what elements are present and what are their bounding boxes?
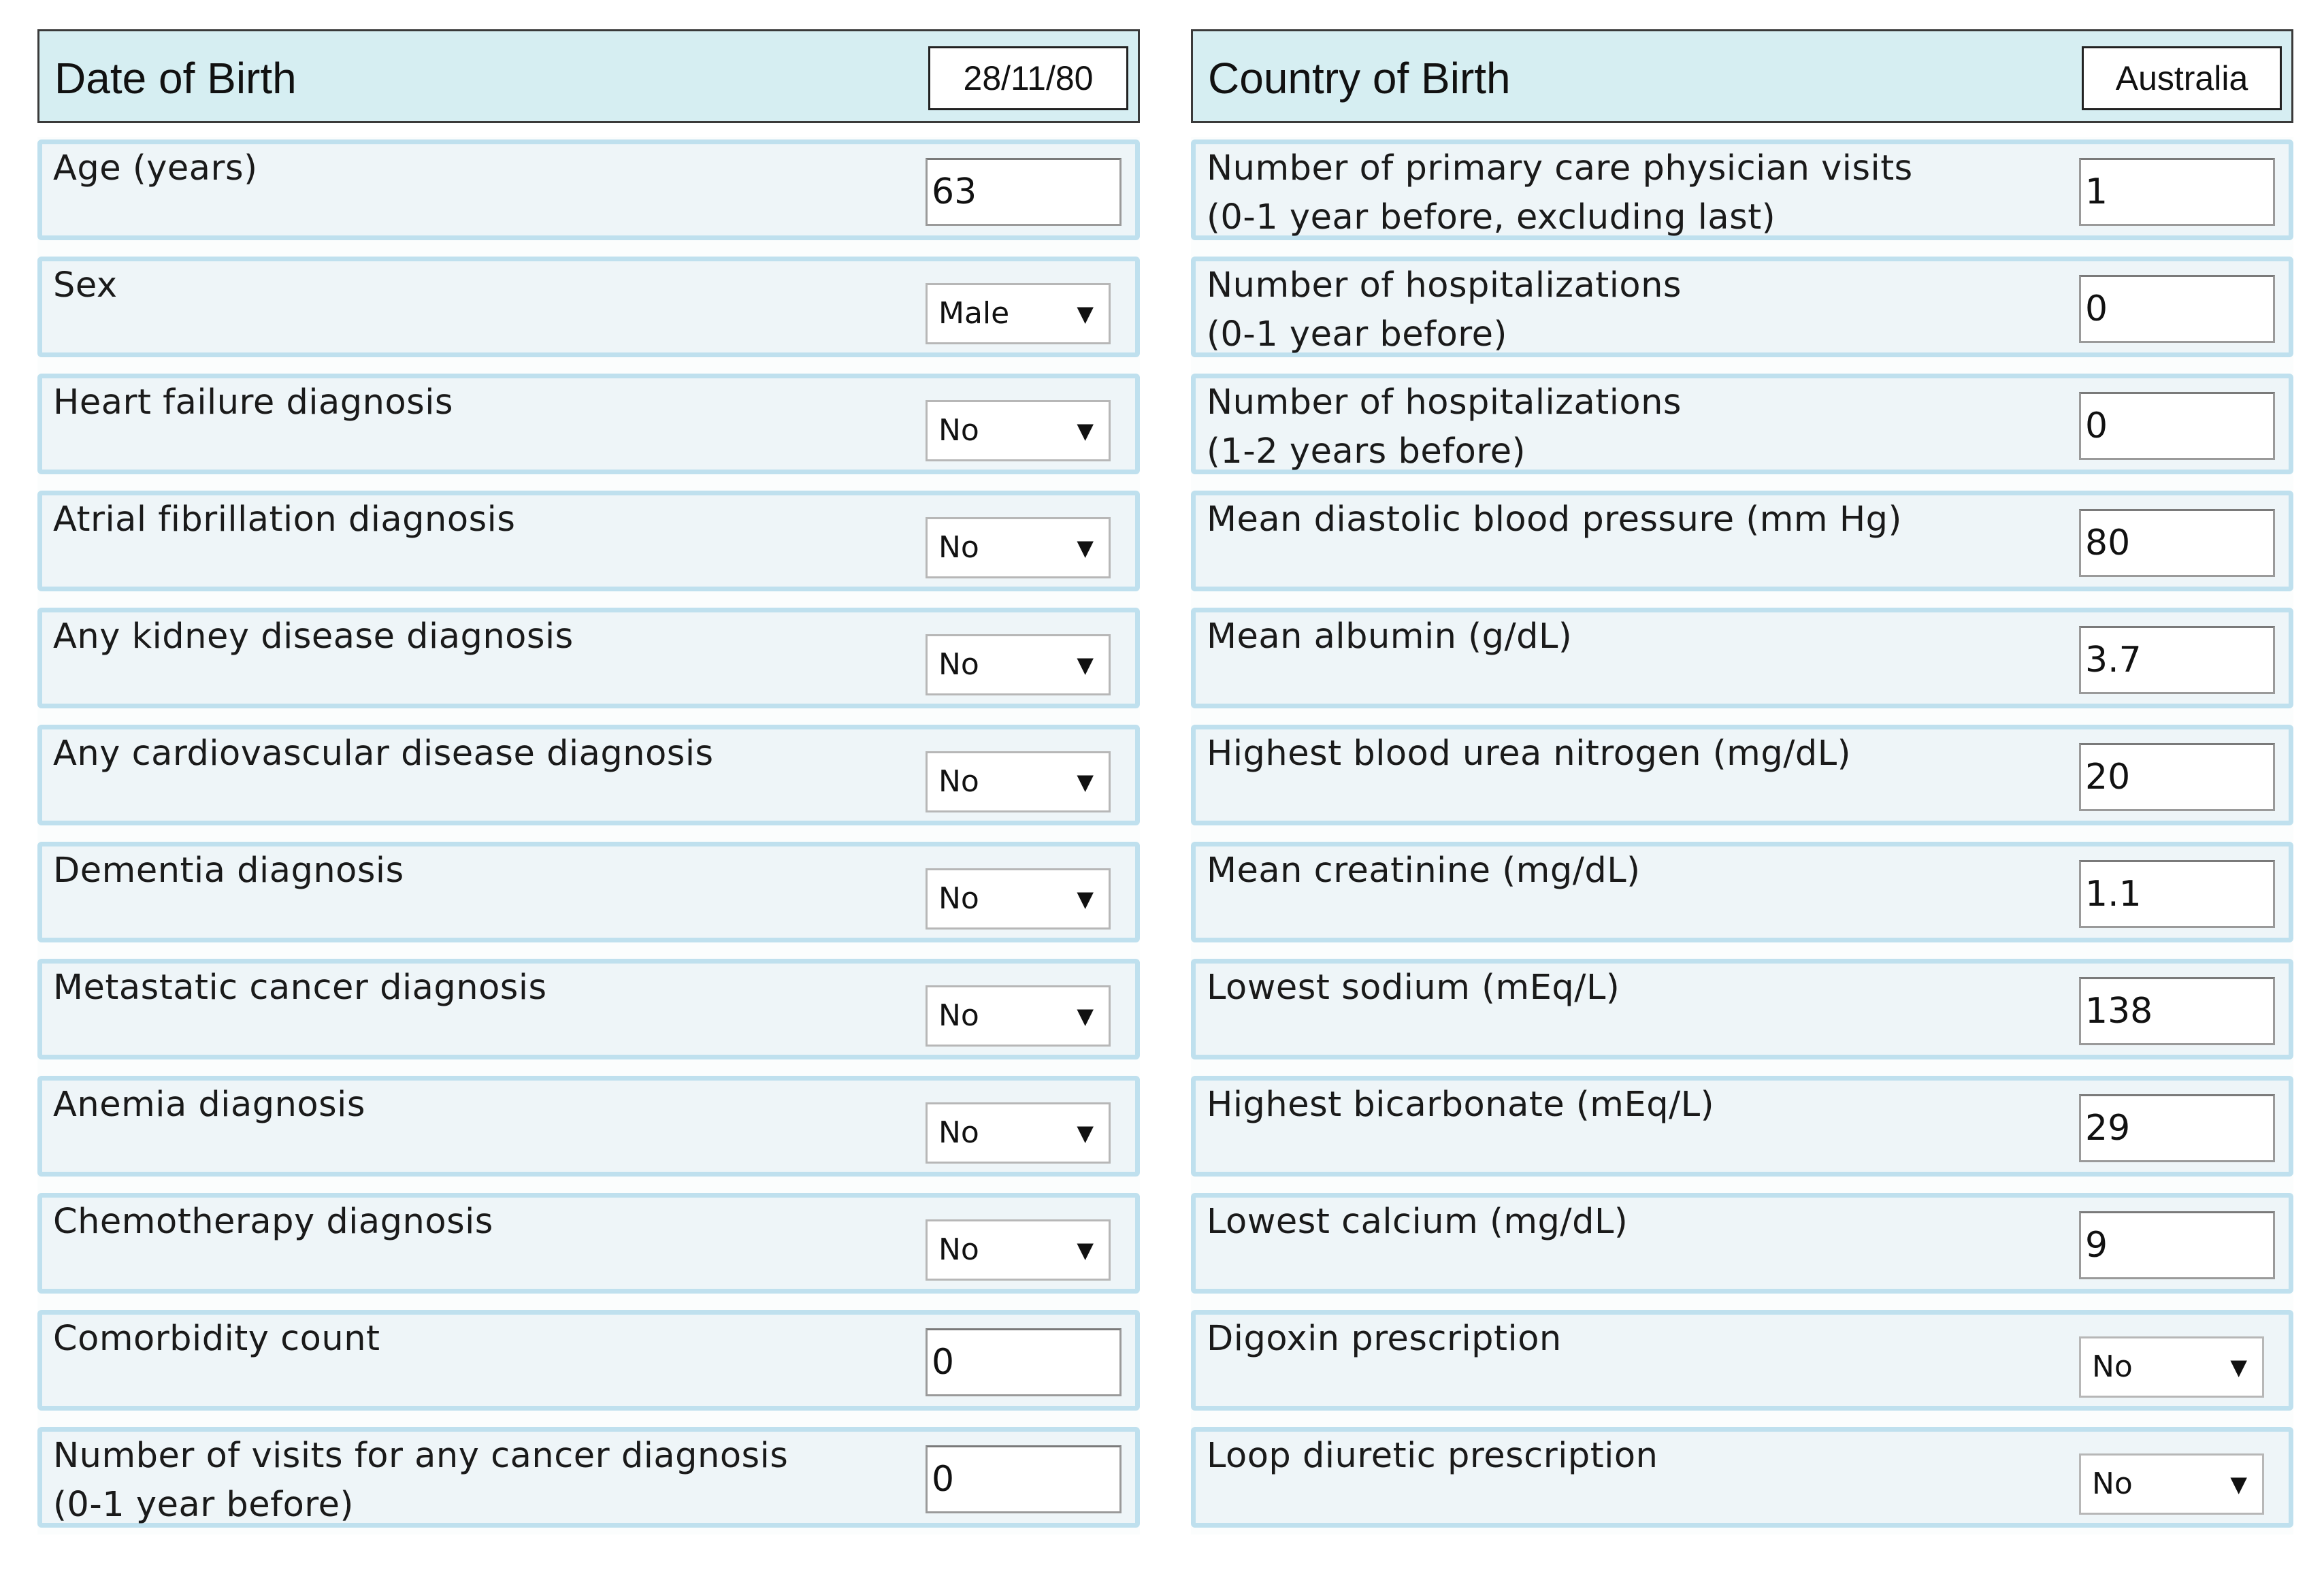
field-label: Anemia diagnosis xyxy=(53,1085,365,1125)
field-label: Metastatic cancer diagnosis xyxy=(53,968,547,1008)
field-label: Number of visits for any cancer diagnosis (0-1 year before) xyxy=(53,1436,789,1525)
country-of-birth-header xyxy=(1191,29,2293,123)
text-input[interactable]: 9 xyxy=(2079,1211,2275,1279)
form-row-highest-blood-urea-nitrogen xyxy=(1191,725,2293,825)
field-label: Sex xyxy=(53,265,118,306)
field-label: Dementia diagnosis xyxy=(53,851,404,891)
dropdown-select[interactable] xyxy=(926,868,1111,930)
text-input[interactable]: 138 xyxy=(2079,977,2275,1045)
dropdown-select[interactable] xyxy=(926,634,1111,695)
dropdown-select[interactable] xyxy=(926,1102,1111,1164)
dropdown-value: No xyxy=(938,647,979,682)
chevron-down-icon: ▼ xyxy=(1077,1237,1094,1263)
field-label: Lowest calcium (mg/dL) xyxy=(1207,1202,1629,1242)
field-label: Number of hospitalizations (1-2 years before) xyxy=(1207,382,1682,472)
chevron-down-icon: ▼ xyxy=(1077,886,1094,912)
form-row-mean-albumin xyxy=(1191,608,2293,708)
dropdown-select[interactable] xyxy=(926,400,1111,461)
dropdown-value: No xyxy=(2092,1349,2133,1384)
field-label: Any kidney disease diagnosis xyxy=(53,617,574,657)
field-label: Number of hospitalizations (0-1 year before) xyxy=(1207,265,1682,355)
field-label: Atrial fibrillation diagnosis xyxy=(53,499,516,540)
form-row-metastatic-cancer-diagnosis xyxy=(37,959,1140,1059)
field-label: Highest bicarbonate (mEq/L) xyxy=(1207,1085,1715,1125)
field-label: Lowest sodium (mEq/L) xyxy=(1207,968,1620,1008)
form-row-sex xyxy=(37,257,1140,357)
right-column xyxy=(1191,29,2293,1534)
dropdown-select[interactable] xyxy=(926,283,1111,344)
field-label: Mean creatinine (mg/dL) xyxy=(1207,851,1641,891)
field-label: Highest blood urea nitrogen (mg/dL) xyxy=(1207,734,1852,774)
form-row-comorbidity-count xyxy=(37,1310,1140,1411)
dropdown-value: No xyxy=(938,881,979,916)
date-of-birth-label: Date of Birth xyxy=(54,54,297,103)
chevron-down-icon: ▼ xyxy=(1077,535,1094,561)
right-form-rows xyxy=(1191,137,2293,1534)
field-label: Loop diuretic prescription xyxy=(1207,1436,1658,1476)
text-input[interactable]: 1.1 xyxy=(2079,860,2275,928)
form-row-loop-diuretic-prescription xyxy=(1191,1427,2293,1528)
form-row-highest-bicarbonate xyxy=(1191,1076,2293,1177)
text-input[interactable]: 1 xyxy=(2079,158,2275,226)
chevron-down-icon: ▼ xyxy=(1077,418,1094,444)
date-of-birth-field[interactable]: 28/11/80 xyxy=(928,46,1128,110)
country-of-birth-label: Country of Birth xyxy=(1208,54,1511,103)
dropdown-select[interactable] xyxy=(926,751,1111,812)
text-input[interactable]: 0 xyxy=(2079,275,2275,343)
form-row-lowest-calcium xyxy=(1191,1193,2293,1294)
chevron-down-icon: ▼ xyxy=(1077,769,1094,795)
form-row-mean-creatinine xyxy=(1191,842,2293,942)
form-row-any-cardiovascular-disease-diagnosis xyxy=(37,725,1140,825)
text-input[interactable]: 29 xyxy=(2079,1094,2275,1162)
form-row-lowest-sodium xyxy=(1191,959,2293,1059)
field-label: Mean albumin (g/dL) xyxy=(1207,617,1573,657)
dropdown-select[interactable] xyxy=(926,517,1111,578)
form-row-number-of-primary-care-physician-visits xyxy=(1191,139,2293,240)
chevron-down-icon: ▼ xyxy=(1077,652,1094,678)
form-row-chemotherapy-diagnosis xyxy=(37,1193,1140,1294)
chevron-down-icon: ▼ xyxy=(1077,1003,1094,1029)
form-row-number-of-hospitalizations xyxy=(1191,257,2293,357)
text-input[interactable]: 63 xyxy=(926,158,1122,226)
dropdown-value: No xyxy=(938,1232,979,1267)
form-row-dementia-diagnosis xyxy=(37,842,1140,942)
chevron-down-icon: ▼ xyxy=(2230,1471,2247,1497)
form-row-anemia-diagnosis xyxy=(37,1076,1140,1177)
dropdown-value: No xyxy=(938,998,979,1033)
country-of-birth-field[interactable]: Australia xyxy=(2082,46,2282,110)
form-row-heart-failure-diagnosis xyxy=(37,374,1140,474)
form-row-mean-diastolic-blood-pressure xyxy=(1191,491,2293,591)
chevron-down-icon: ▼ xyxy=(2230,1354,2247,1380)
text-input[interactable]: 0 xyxy=(926,1445,1122,1513)
field-label: Age (years) xyxy=(53,148,258,188)
text-input[interactable]: 80 xyxy=(2079,509,2275,577)
field-label: Mean diastolic blood pressure (mm Hg) xyxy=(1207,499,1902,540)
left-column xyxy=(37,29,1140,1534)
form-row-any-kidney-disease-diagnosis xyxy=(37,608,1140,708)
dropdown-select[interactable] xyxy=(2079,1453,2264,1515)
chevron-down-icon: ▼ xyxy=(1077,301,1094,327)
field-label: Digoxin prescription xyxy=(1207,1319,1562,1359)
dropdown-value: No xyxy=(2092,1466,2133,1501)
dropdown-value: Male xyxy=(938,296,1010,331)
field-label: Any cardiovascular disease diagnosis xyxy=(53,734,714,774)
form-row-digoxin-prescription xyxy=(1191,1310,2293,1411)
field-label: Chemotherapy diagnosis xyxy=(53,1202,493,1242)
dropdown-value: No xyxy=(938,530,979,565)
text-input[interactable]: 20 xyxy=(2079,743,2275,811)
dropdown-value: No xyxy=(938,413,979,448)
field-label: Number of primary care physician visits (0-1 year before, excluding last) xyxy=(1207,148,1913,237)
text-input[interactable]: 3.7 xyxy=(2079,626,2275,694)
text-input[interactable]: 0 xyxy=(2079,392,2275,460)
dropdown-value: No xyxy=(938,764,979,799)
chevron-down-icon: ▼ xyxy=(1077,1120,1094,1146)
date-of-birth-header xyxy=(37,29,1140,123)
form-row-number-of-visits-for-any-cancer-diagnosis xyxy=(37,1427,1140,1528)
dropdown-select[interactable] xyxy=(926,985,1111,1047)
form-row-atrial-fibrillation-diagnosis xyxy=(37,491,1140,591)
dropdown-select[interactable] xyxy=(926,1219,1111,1281)
text-input[interactable]: 0 xyxy=(926,1328,1122,1396)
dropdown-select[interactable] xyxy=(2079,1336,2264,1398)
field-label: Heart failure diagnosis xyxy=(53,382,453,423)
form-row-number-of-hospitalizations xyxy=(1191,374,2293,474)
left-form-rows xyxy=(37,137,1140,1534)
dropdown-value: No xyxy=(938,1115,979,1150)
field-label: Comorbidity count xyxy=(53,1319,380,1359)
form-row-age xyxy=(37,139,1140,240)
